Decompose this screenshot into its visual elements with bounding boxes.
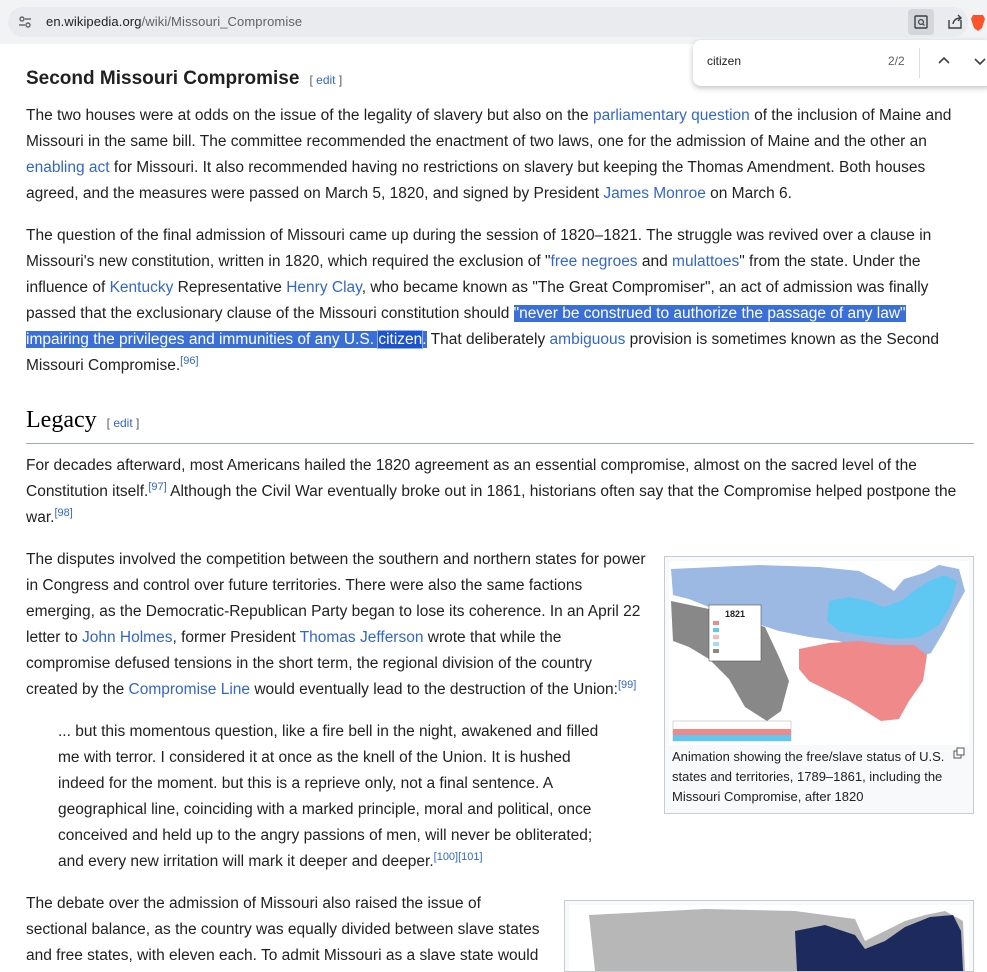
share-icon[interactable] — [942, 9, 968, 35]
section-heading-legacy — [26, 407, 139, 434]
section-title: Second Missouri Compromise — [26, 68, 300, 89]
reference-98[interactable]: [98] — [54, 506, 73, 519]
jefferson-quote: ... but this momentous question, like a fire bell in the night, awakened and filled me with terror. I considered it at once as the knell of the Union. It is hushed indeed for the moment. but this is a reprieve only, not a final sentence. A geographical line, coinciding with a marked principle, moral and political, once conceived and held up to the angry passions of men, will never be obliterated; and every new irritation will mark it deeper and deeper.[100][101] — [58, 723, 599, 870]
us-map-image-2[interactable] — [565, 901, 973, 971]
brave-shield-icon[interactable] — [970, 9, 987, 35]
heading-divider — [26, 443, 974, 444]
paragraph-decades-afterward: For decades afterward, most Americans hailed the 1820 agreement as an essential compromise, almost on the sacred level of the Constitution itself.[97] Although the Civil War eventually broke out in 1861, historians often say that the Compromise helped postpone the war.[98] — [26, 457, 957, 526]
browser-toolbar — [0, 0, 987, 44]
find-highlight-end: . — [422, 331, 427, 348]
link-compromise-line[interactable]: Compromise Line — [128, 681, 251, 698]
reference-99[interactable]: [99] — [617, 678, 637, 691]
find-highlight: "never be construed to authorize the passage of any law" impairing the privileges and immunities of any U.S. — [26, 305, 906, 348]
link-mulattoes[interactable]: mulattoes — [672, 253, 740, 270]
reference-100[interactable]: [100] — [433, 850, 459, 863]
link-john-holmes[interactable]: John Holmes — [82, 629, 173, 646]
chevron-up-icon[interactable] — [937, 54, 951, 68]
figure-thumbnail — [664, 556, 974, 814]
link-thomas-jefferson[interactable]: Thomas Jefferson — [299, 629, 424, 646]
figure-thumbnail-2 — [564, 900, 974, 972]
map-graphic — [669, 561, 969, 745]
link-free-negroes[interactable]: free negroes — [550, 253, 638, 270]
edit-link[interactable]: edit — [316, 73, 336, 87]
section-title-legacy: Legacy — [26, 407, 97, 433]
find-current-match: citizen — [378, 331, 423, 348]
find-input[interactable]: citizen — [707, 54, 742, 68]
paragraph-legality: The two houses were at odds on the issue of the legality of slavery but also on the parliamentary question of the inclusion of Maine and Missouri in the same bill. The committee recommended the enactment of two laws, one for the admission of Maine and the other an enabling act for Missouri. It also recommended having no restrictions on slavery but keeping the Thomas Amendment. Both houses agreed, and the measures were passed on March 5, 1820, and signed by President James Monroe on March 6. — [26, 107, 952, 202]
link-enabling-act[interactable]: enabling act — [26, 159, 110, 176]
reference-96[interactable]: [96] — [180, 354, 199, 367]
open-in-app-icon[interactable] — [908, 9, 934, 35]
url-text[interactable]: en.wikipedia.org/wiki/Missouri_Compromise — [46, 14, 303, 29]
reference-101[interactable]: [101] — [458, 850, 483, 863]
paragraph-disputes: The disputes involved the competition between the southern and northern states for power in Congress and control over future territories. There were also the same factions emerging, as the Democratic-Republican Party began to lose its coherence. In an April 22 letter to John Holmes, former President Thomas Jefferson wrote that while the compromise defused tensions in the short term, the regional division of the country created by the Compromise Line would eventually lead to the destruction of the Union:[99] — [26, 551, 646, 698]
paragraph-sectional-balance: The debate over the admission of Missouri also raised the issue of sectional balance, as the country was equally divided between slave states and free states, with eleven each. To admit Missouri as a slave state would — [26, 895, 540, 964]
edit-section-link: [ edit ] — [309, 73, 343, 87]
chevron-down-icon[interactable] — [973, 54, 987, 68]
link-parliamentary-question[interactable]: parliamentary question — [592, 107, 750, 124]
reference-97[interactable]: [97] — [148, 480, 167, 493]
find-match-count: 2/2 — [888, 54, 905, 68]
map-year-label: 1821 — [724, 609, 746, 619]
link-james-monroe[interactable]: James Monroe — [603, 185, 706, 202]
figure-caption: Animation showing the free/slave status of U.S. states and territories, 1789–1861, including the Missouri Compromise, after 1820 — [672, 749, 945, 804]
find-bar — [693, 40, 987, 86]
edit-section-link-legacy: [ edit ] — [106, 416, 140, 430]
link-kentucky[interactable]: Kentucky — [109, 279, 174, 296]
link-henry-clay[interactable]: Henry Clay — [286, 279, 362, 296]
paragraph-final-admission: The question of the final admission of Missouri came up during the session of 1820–1821. The struggle was revived over a clause in Missouri's new constitution, written in 1820, which required the exclusion of "free negroes and mulattoes" from the state. Under the influence of Kentucky Representative Henry Clay, who became known as "The Great Compromiser", an act of admission was finally passed that the exclusionary clause of the Missouri constitution should "never be construed to authorize the passage of any law" impairing the privileges and immunities of any U.S. citizen. That deliberately ambiguous provision is sometimes known as the Second Missouri Compromise.[96] — [26, 227, 939, 374]
section-heading-second-missouri-compromise — [26, 68, 342, 90]
us-map-animation-image[interactable] — [669, 561, 969, 745]
link-ambiguous[interactable]: ambiguous — [549, 331, 626, 348]
site-settings-icon[interactable] — [18, 15, 32, 29]
find-divider — [919, 48, 920, 78]
edit-link-legacy[interactable]: edit — [113, 416, 133, 430]
